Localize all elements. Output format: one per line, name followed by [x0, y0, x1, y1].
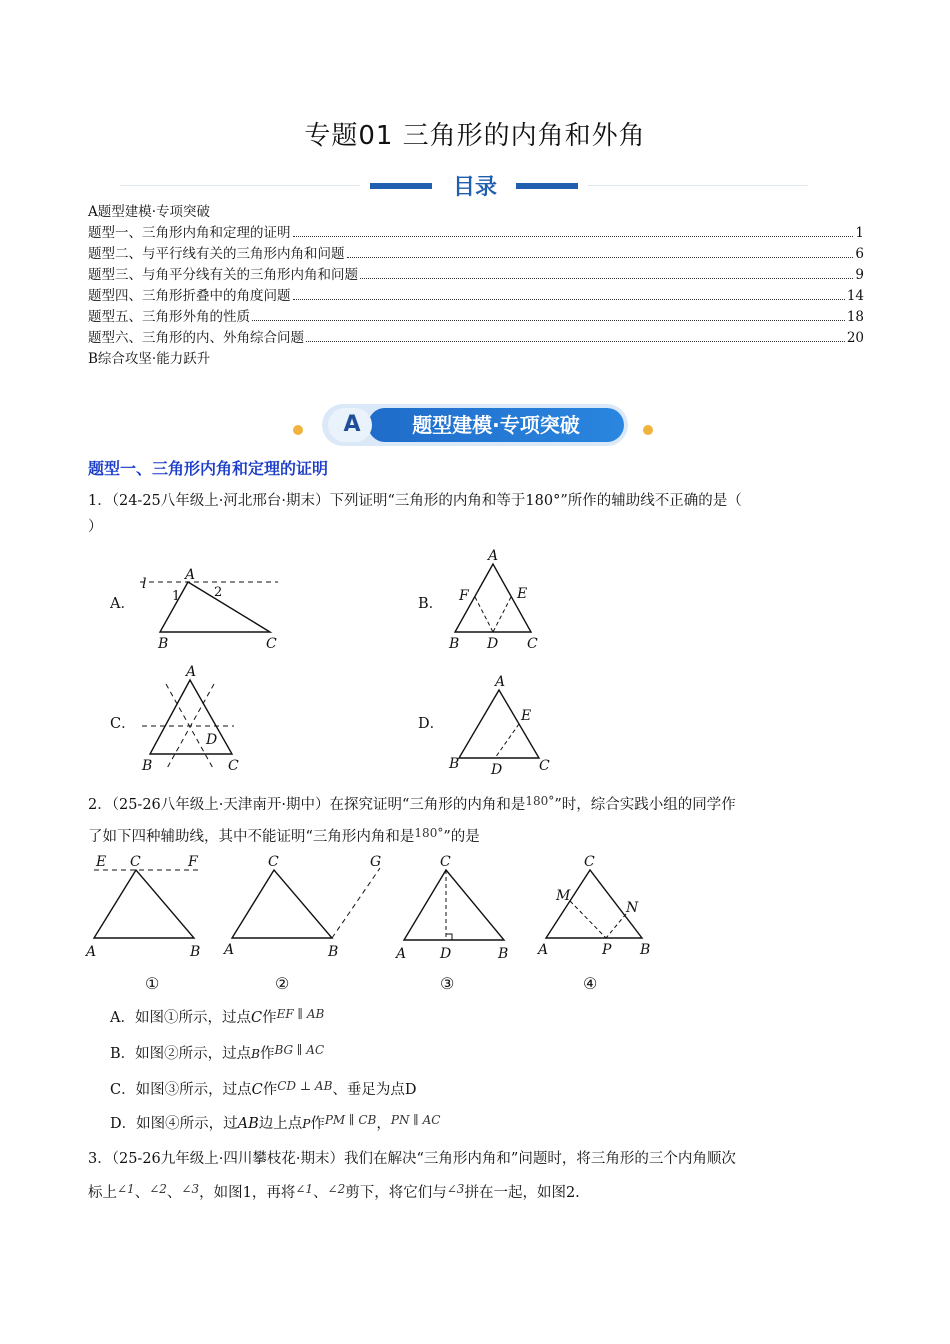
question-3-line-2: 标上$^{\angle 1}$、$^{\angle 2}$、$^{\angle 3}$，如图1，再将$^{\angle 1}$、$^{\angle 2}$剪下，将它们与$^{\angle 3}$拼在一起，如图2. [88, 1182, 580, 1201]
q2-option-c-math: CD ⊥ AB [277, 1079, 333, 1093]
svg-text:B: B [328, 944, 339, 960]
q2-option-d-text: D．如图④所示，过 [110, 1116, 238, 1132]
q1-option-a-label[interactable]: A． [110, 596, 135, 612]
toc-dots [252, 320, 845, 321]
svg-text:C: C [539, 758, 550, 774]
q2-option-d-mid2: 作 [310, 1116, 325, 1132]
toc-item-3[interactable] [88, 265, 864, 285]
q2-option-d-point: P [302, 1117, 311, 1131]
svg-text:B: B [142, 758, 153, 774]
section-banner [0, 400, 950, 450]
question-3-line-1: 3．（25-26九年级上·四川攀枝花·期末）我们在解决“三角形内角和”问题时，将三角形的三个内角顺次 [88, 1151, 736, 1167]
svg-text:E: E [96, 854, 107, 870]
svg-text:A: A [538, 942, 549, 958]
q2-option-d-mid: 边上点 [258, 1116, 303, 1132]
toc-item-4[interactable] [88, 286, 864, 306]
toc-bar-right [516, 183, 578, 189]
q2-option-b-text: B．如图②所示，过点 [110, 1046, 252, 1062]
svg-text:C: C [268, 854, 279, 870]
svg-text:E: E [521, 708, 532, 724]
svg-text:F: F [188, 854, 198, 870]
svg-text:1: 1 [172, 589, 181, 604]
toc-item-page: 20 [846, 330, 864, 346]
q1-option-c-label[interactable]: C． [110, 716, 136, 732]
q2-line1-text: 2．（25-26八年级上·天津南开·期中）在探究证明“三角形的内角和是 [88, 797, 526, 813]
q3-angle-3: ∠3 [181, 1182, 200, 1196]
document-title: 专题01 三角形的内角和外角 [304, 121, 646, 151]
banner-letter: A [343, 412, 361, 437]
q2-option-b-mid: 作 [259, 1046, 275, 1062]
q2-option-a-mid: 作 [262, 1010, 277, 1026]
toc-part-b[interactable]: B综合攻坚·能力跃升 [88, 351, 211, 367]
question-1-text: 1．（24-25八年级上·河北邢台·期末）下列证明“三角形的内角和等于180°”所作的辅助线不正确的是（ [88, 493, 742, 509]
toc-item-text: 题型五、三角形外角的性质 [88, 309, 250, 325]
q2-line2-text: 了如下四种辅助线，其中不能证明“三角形内角和是 [88, 829, 415, 845]
q2-option-c-text: C．如图③所示，过点 [110, 1082, 252, 1098]
svg-text:l: l [142, 576, 147, 592]
toc-part-a[interactable]: A题型建模·专项突破 [88, 204, 211, 220]
svg-text:D: D [491, 762, 503, 776]
toc-item-page: 18 [846, 309, 864, 325]
svg-text:C: C [228, 758, 239, 774]
svg-text:A: A [185, 567, 196, 583]
svg-text:C: C [527, 636, 538, 652]
svg-text:B: B [640, 942, 651, 958]
q3-angle-1b: ∠1 [295, 1182, 314, 1196]
q1-figure-b [445, 546, 545, 654]
svg-text:A: A [86, 944, 97, 960]
svg-text:E: E [517, 586, 528, 602]
question-2-line-1 [88, 788, 868, 818]
q2-figure-4 [536, 854, 650, 958]
q3-angle-2b: ∠2 [327, 1182, 346, 1196]
svg-text:P: P [602, 942, 612, 958]
svg-text:B: B [158, 636, 169, 652]
svg-text:D: D [440, 946, 452, 962]
toc-item-page: 14 [846, 288, 864, 304]
svg-text:N: N [626, 900, 639, 916]
q2-fig-label-4: ④ [583, 974, 598, 993]
toc-item-text: 题型三、与角平分线有关的三角形内角和问题 [88, 267, 358, 283]
toc-header [0, 168, 950, 204]
question-2-line-2 [88, 820, 868, 850]
q2-figures [84, 848, 664, 964]
q3-angle-3b: ∠3 [446, 1182, 465, 1196]
svg-text:A: A [396, 946, 407, 962]
svg-text:F: F [459, 588, 469, 604]
svg-text:A: A [186, 664, 197, 680]
section-heading-1: 题型一、三角形内角和定理的证明 [88, 459, 329, 478]
toc-item-page: 6 [855, 246, 864, 262]
toc-line-right [588, 185, 808, 186]
toc-dots [360, 278, 853, 279]
svg-text:C: C [266, 636, 277, 652]
q2-option-d[interactable] [110, 1112, 440, 1133]
q2-figure-1 [84, 854, 200, 960]
q1-option-d-label[interactable]: D． [418, 716, 445, 732]
svg-text:B: B [190, 944, 201, 960]
banner-text: 题型建模·专项突破 [412, 413, 580, 437]
q2-fig-label-3: ③ [440, 974, 455, 993]
svg-text:C: C [130, 854, 141, 870]
q2-fig-label-1: ① [145, 974, 160, 993]
svg-text:C: C [440, 854, 451, 870]
svg-text:B: B [498, 946, 509, 962]
q2-option-a-math: EF ∥ AB [276, 1007, 325, 1021]
svg-text:D: D [206, 732, 218, 748]
q2-degree-180: 180° [525, 794, 555, 808]
toc-dots [306, 341, 845, 342]
q2-option-b-point: B [251, 1047, 260, 1061]
q2-option-d-math2: PN ∥ AC [390, 1113, 441, 1127]
q3-text-b: ，如图1，再将 [199, 1185, 296, 1201]
banner-dot-right [643, 425, 653, 435]
q2-option-a-point: C [250, 1010, 263, 1026]
toc-heading: 目录 [452, 175, 497, 200]
toc-item-2[interactable] [88, 244, 864, 264]
q3-text-c: 剪下，将它们与 [345, 1185, 447, 1201]
svg-text:2: 2 [214, 585, 223, 600]
q2-option-d-seg: AB [237, 1116, 259, 1132]
q2-option-b[interactable] [110, 1042, 324, 1063]
question-1-text-close: ） [88, 519, 103, 535]
q1-option-b-label[interactable]: B． [418, 596, 444, 612]
q2-degree-180b: 180° [414, 826, 444, 840]
svg-text:B: B [449, 636, 460, 652]
toc-item-text: 题型六、三角形的内、外角综合问题 [88, 330, 304, 346]
toc-item-5[interactable] [88, 307, 864, 327]
q3-angle-1: ∠1 [117, 1182, 135, 1196]
q2-option-c[interactable] [110, 1078, 417, 1099]
q3-text-a: 标上 [88, 1185, 117, 1201]
toc-item-page: 1 [855, 225, 864, 241]
q2-option-a[interactable] [110, 1006, 324, 1027]
q2-figure-3 [394, 854, 508, 962]
q1-figure-c [138, 660, 248, 774]
q2-option-c-mid: 作 [262, 1082, 278, 1098]
q2-line2-tail: ”的是 [443, 829, 480, 845]
q3-angle-2: ∠2 [149, 1182, 167, 1196]
q2-option-a-text: A．如图①所示，过点 [110, 1010, 251, 1026]
toc-dots [293, 299, 845, 300]
toc-item-text: 题型四、三角形折叠中的角度问题 [88, 288, 291, 304]
toc-item-text: 题型一、三角形内角和定理的证明 [88, 225, 291, 241]
q2-option-b-math: BG ∥ AC [274, 1043, 325, 1057]
toc-item-page: 9 [855, 267, 864, 283]
q1-figure-a [138, 562, 288, 654]
q2-figure-2 [222, 854, 381, 960]
toc-item-6[interactable] [88, 328, 864, 348]
q2-fig-label-2: ② [275, 974, 290, 993]
svg-text:A: A [488, 548, 499, 564]
toc-dots [293, 236, 854, 237]
q2-option-d-math1: PM ∥ CB [324, 1113, 377, 1127]
toc-item-text: 题型二、与平行线有关的三角形内角和问题 [88, 246, 345, 262]
q2-option-c-post: 、垂足为点D [332, 1082, 417, 1098]
q3-text-d: 拼在一起，如图2. [464, 1185, 580, 1201]
q2-option-c-point: C [251, 1082, 263, 1098]
toc-item-1[interactable] [88, 223, 864, 243]
svg-text:C: C [584, 854, 595, 870]
svg-text:B: B [449, 756, 460, 772]
q2-line1-tail: ”时，综合实践小组的同学作 [554, 797, 736, 813]
svg-text:G: G [370, 854, 382, 870]
svg-text:M: M [556, 888, 571, 904]
svg-text:A: A [495, 674, 506, 690]
banner-dot-left [293, 425, 303, 435]
toc-dots [347, 257, 854, 258]
svg-text:A: A [224, 942, 235, 958]
q2-option-d-sep: ， [376, 1116, 391, 1132]
svg-text:D: D [487, 636, 499, 652]
q1-figure-d [445, 672, 555, 776]
